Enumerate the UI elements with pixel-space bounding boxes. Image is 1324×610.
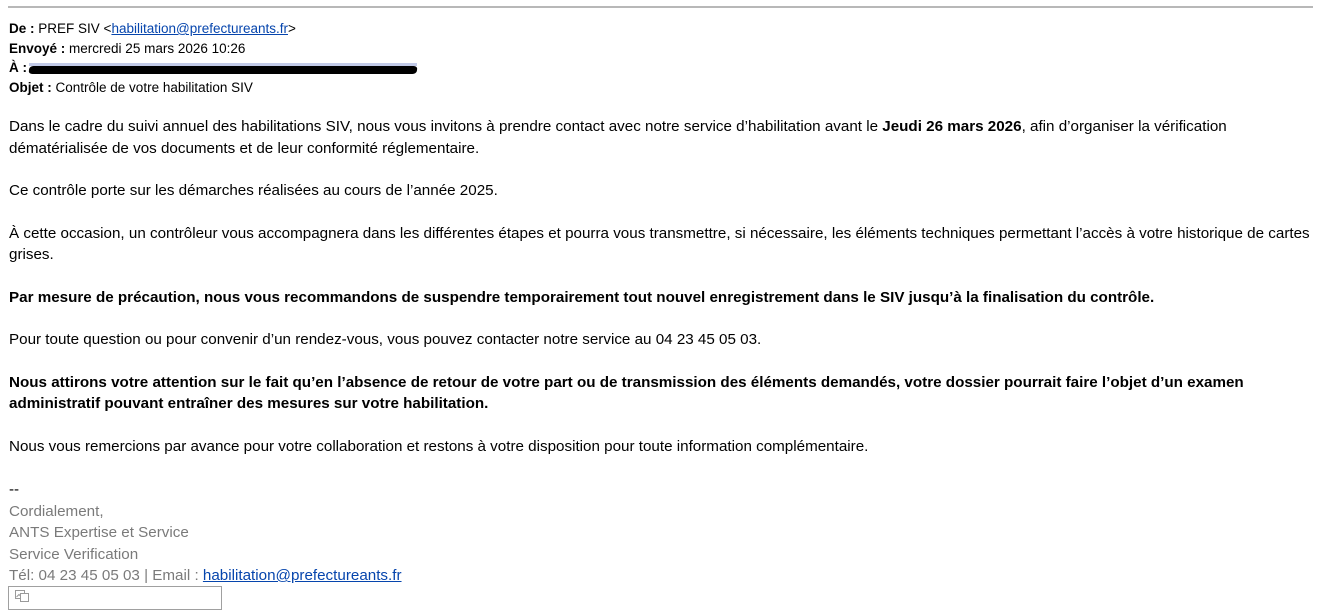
from-close: > bbox=[288, 21, 296, 36]
subject-value: Contrôle de votre habilitation SIV bbox=[55, 79, 253, 95]
body-paragraph-4: Par mesure de précaution, nous vous recommandons de suspendre temporairement tout nouvel enregistrement dans le SIV jusqu’à la finalisation du contrôle. bbox=[9, 288, 1155, 306]
signature-separator: -- bbox=[9, 481, 20, 498]
header-divider bbox=[8, 6, 1313, 8]
redaction-bar bbox=[28, 66, 417, 74]
from-label: De : bbox=[9, 21, 35, 36]
signature-org: ANTS Expertise et Service bbox=[9, 524, 189, 541]
email-body bbox=[9, 116, 1319, 478]
body-paragraph-5: Pour toute question ou pour convenir d’un rendez-vous, vous pouvez contacter notre service au 04 23 45 05 03. bbox=[9, 331, 762, 348]
to-line bbox=[9, 58, 417, 78]
sent-value: mercredi 25 mars 2026 10:26 bbox=[69, 40, 246, 56]
to-recipients-redacted bbox=[29, 61, 417, 75]
sent-line bbox=[9, 39, 417, 59]
signature-closing: Cordialement, bbox=[9, 502, 104, 520]
p1-before: Dans le cadre du suivi annuel des habilitations SIV, nous vous invitons à prendre contact avec notre service d’habilitation avant le bbox=[9, 118, 883, 135]
from-name: PREF SIV < bbox=[38, 21, 112, 36]
p1-after: , afin d’organiser la vérification dématérialisée de vos documents et de leur conformité réglementaire. bbox=[9, 118, 1227, 157]
body-paragraph-2: Ce contrôle porte sur les démarches réalisées au cours de l’année 2025. bbox=[9, 182, 498, 199]
subject-line bbox=[9, 78, 417, 98]
sent-label: Envoyé : bbox=[9, 40, 66, 56]
body-paragraph-6: Nous attirons votre attention sur le fait qu’en l’absence de retour de votre part ou de transmission des éléments demandés, votre dossier pourrait faire l’objet d’un examen administratif pouvant entraîner des mesures sur votre habilitation. bbox=[9, 373, 1244, 412]
email-signature bbox=[9, 479, 402, 587]
body-paragraph-7: Nous vous remercions par avance pour votre collaboration et restons à votre disposition pour toute information complémentaire. bbox=[9, 437, 869, 455]
signature-image-placeholder bbox=[8, 586, 222, 610]
body-paragraph-3: À cette occasion, un contrôleur vous accompagnera dans les différentes étapes et pourra vous transmettre, si nécessaire, les éléments techniques permettant l’accès à votre historique de cartes grises. bbox=[9, 224, 1310, 263]
email-header bbox=[9, 19, 417, 97]
signature-email-link[interactable]: habilitation@prefectureants.fr bbox=[202, 567, 402, 584]
signature-dept: Service Verification bbox=[9, 545, 139, 563]
signature-contact-prefix: Tél: 04 23 45 05 03 | Email : bbox=[9, 567, 203, 584]
signature-contact bbox=[9, 565, 402, 587]
body-paragraph-1 bbox=[9, 116, 1319, 159]
deadline-date: Jeudi 26 mars 2026 bbox=[882, 118, 1022, 135]
broken-image-icon bbox=[15, 590, 29, 602]
to-label: À : bbox=[9, 60, 27, 75]
from-line bbox=[9, 19, 417, 39]
from-email-link[interactable]: habilitation@prefectureants.fr bbox=[111, 21, 288, 36]
subject-label: Objet : bbox=[9, 79, 52, 95]
